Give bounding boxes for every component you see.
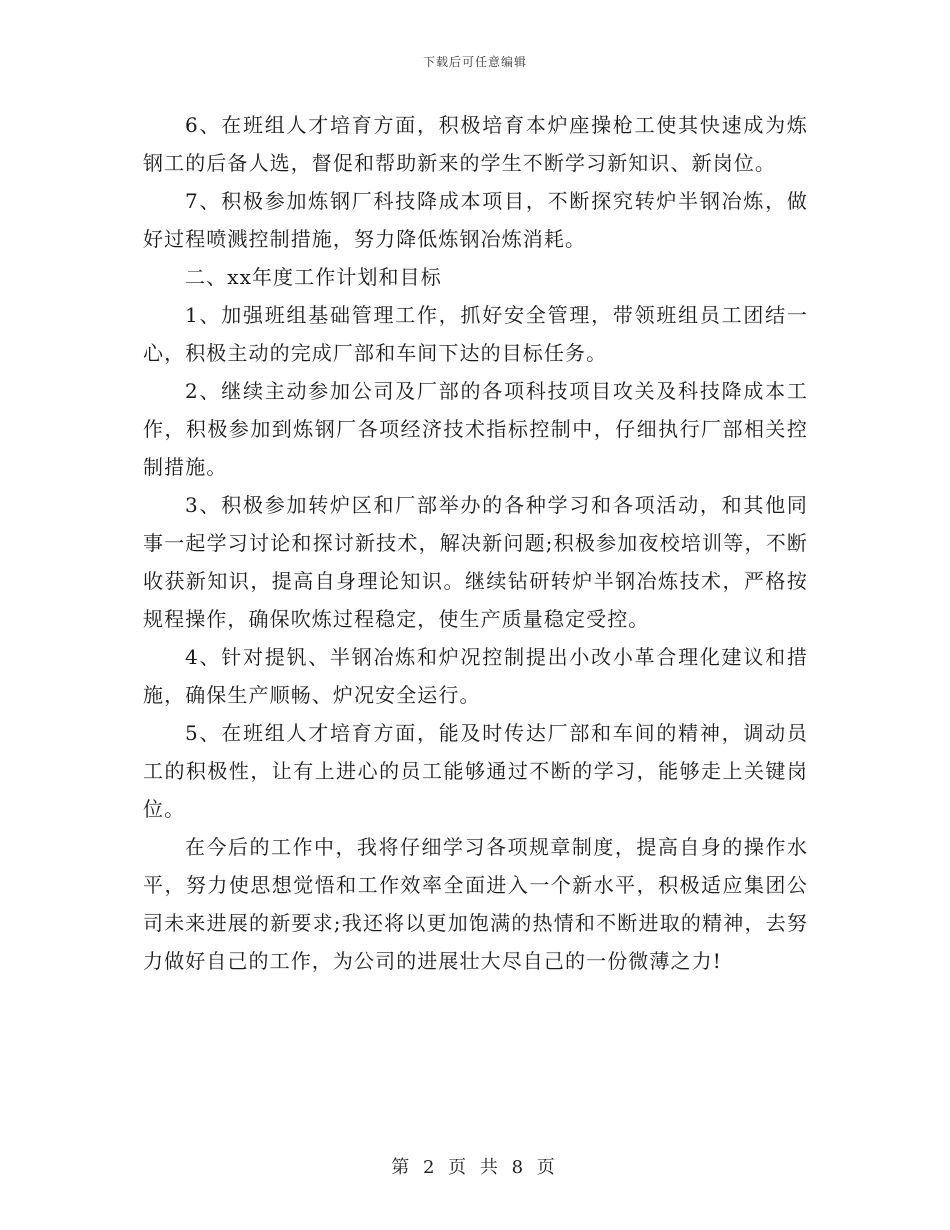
paragraph-plan-3: 3、积极参加转炉区和厂部举办的各种学习和各项活动，和其他同事一起学习讨论和探讨新技术，解决新问题;积极参加夜校培训等，不断收获新知识，提高自身理论知识。继续钻研转炉半钢冶炼技术，严格按规程操作，确保吹炼过程稳定，使生产质量稳定受控。 [143,493,808,631]
section-heading-plan: 二、xx年度工作计划和目标 [185,265,442,289]
paragraph-plan-4: 4、针对提钒、半钢冶炼和炉况控制提出小改小革合理化建议和措施，确保生产顺畅、炉况安全运行。 [143,645,808,707]
paragraph-conclusion: 在今后的工作中，我将仔细学习各项规章制度，提高自身的操作水平，努力使思想觉悟和工作效率全面进入一个新水平，积极适应集团公司未来进展的新要求;我还将以更加饱满的热情和不断进取的精神，去努力做好自己的工作，为公司的进展壮大尽自己的一份微薄之力! [143,835,808,973]
page-header: 下载后可任意编辑 [422,55,527,69]
paragraph-item-7: 7、积极参加炼钢厂科技降成本项目，不断探究转炉半钢冶炼，做好过程喷溅控制措施，努力降低炼钢冶炼消耗。 [143,189,808,251]
paragraph-item-6: 6、在班组人才培育方面，积极培育本炉座操枪工使其快速成为炼钢工的后备人选，督促和帮助新来的学生不断学习新知识、新岗位。 [143,113,808,175]
page-number-footer: 第 2 页 共 8 页 [391,1157,559,1178]
paragraph-plan-1: 1、加强班组基础管理工作，抓好安全管理，带领班组员工团结一心，积极主动的完成厂部和车间下达的目标任务。 [143,303,808,365]
paragraph-plan-5: 5、在班组人才培育方面，能及时传达厂部和车间的精神，调动员工的积极性，让有上进心的员工能够通过不断的学习，能够走上关键岗位。 [143,721,808,821]
document-body [143,106,808,980]
paragraph-plan-2: 2、继续主动参加公司及厂部的各项科技项目攻关及科技降成本工作，积极参加到炼钢厂各项经济技术指标控制中，仔细执行厂部相关控制措施。 [143,379,808,479]
